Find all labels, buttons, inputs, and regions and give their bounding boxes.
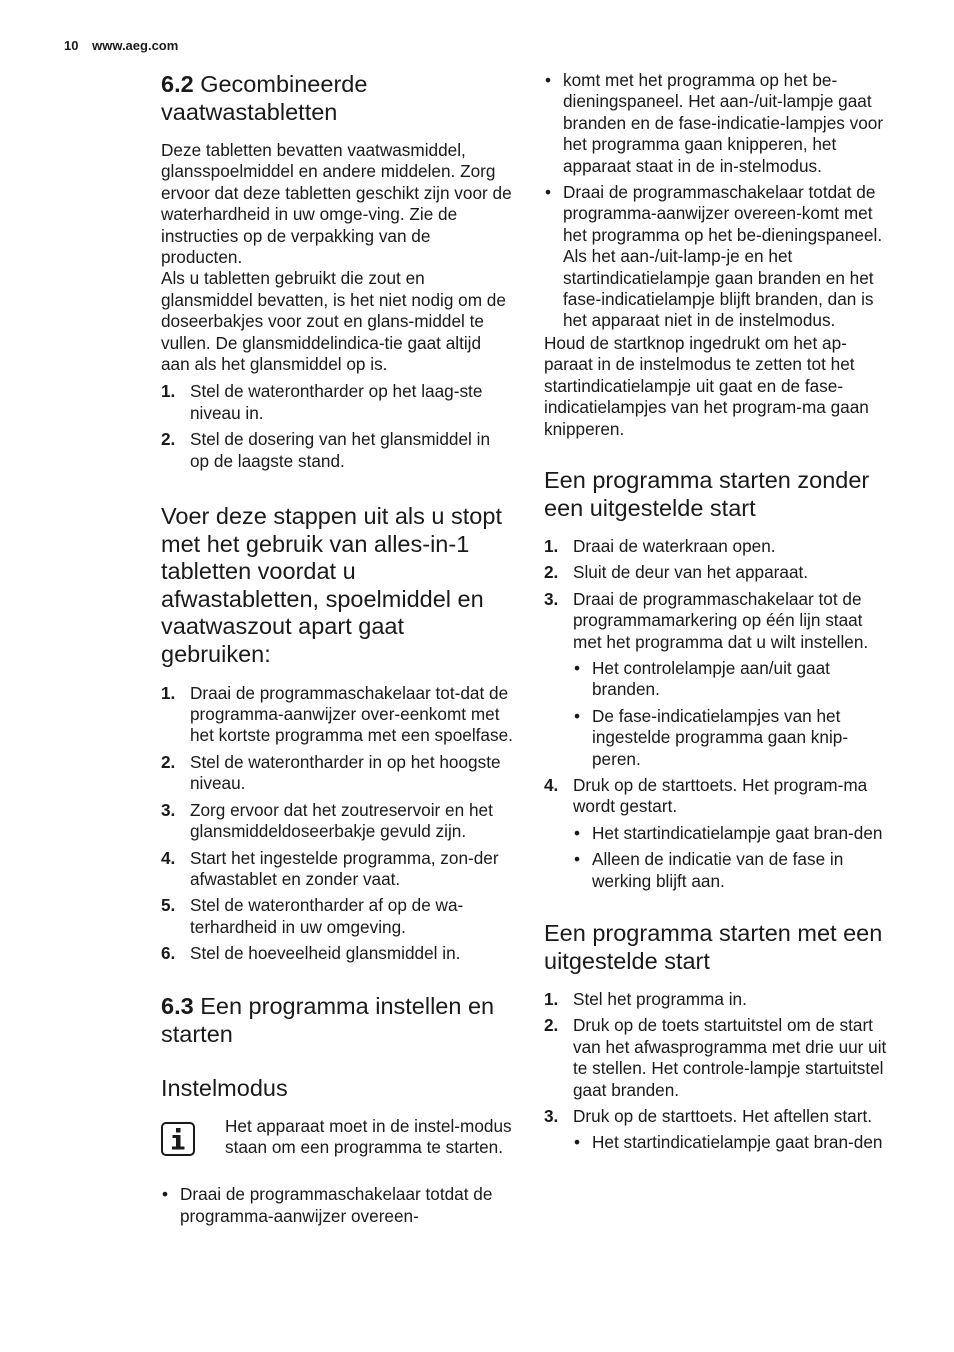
list-item: • Alleen de indicatie van de fase in werking blijft aan. xyxy=(573,849,894,892)
step-number: 2. xyxy=(161,751,176,772)
step-text: Stel de waterontharder op het laag-ste niveau in. xyxy=(190,381,483,423)
subsection-heading: Een programma starten met een uitgestelde start xyxy=(544,920,883,974)
subsection-heading: Instelmodus xyxy=(161,1074,288,1101)
list-item xyxy=(161,895,513,938)
sub-bullet-list xyxy=(573,1132,894,1153)
list-item xyxy=(544,775,894,892)
step-number: 1. xyxy=(544,989,559,1009)
list-item xyxy=(544,1106,894,1154)
section-number: 6.3 xyxy=(161,992,194,1019)
step-number: 2. xyxy=(161,429,176,450)
step-text: Stel het programma in. xyxy=(573,989,747,1009)
list-item-continuation xyxy=(544,70,894,177)
steps-list xyxy=(544,989,894,1154)
site-url[interactable]: www.aeg.com xyxy=(92,38,179,53)
step-text: Stel de waterontharder af op de wa-terhardheid in uw omgeving. xyxy=(190,895,464,937)
step-number: 4. xyxy=(544,774,559,795)
step-text: Stel de dosering van het glansmiddel in op de laagste stand. xyxy=(190,429,491,471)
page-header xyxy=(64,38,178,53)
paragraph: Als u tabletten gebruikt die zout en glansmiddel bevatten, is het niet nodig om de doseerbakjes voor zout en glans-middel te vullen. De glansmiddelindica-tie gaat altijd aan als het glansmiddel op is. xyxy=(161,268,506,375)
page-number: 10 xyxy=(64,38,79,53)
step-text: Draai de programmaschakelaar tot de programmamarkering op één lijn staat met het programma dat u wilt instellen. xyxy=(573,588,869,652)
step-number: 3. xyxy=(161,799,176,820)
step-number: 3. xyxy=(544,588,559,609)
right-column xyxy=(544,70,894,1159)
list-item: • Draai de programmaschakelaar totdat de programma-aanwijzer overeen-komt met het programma op het be-dieningspaneel. Als het aan-/uit-lamp-je en het startindicatielampje gaan branden en het fase-indicatielampje blijft branden, dan is het apparaat niet in de instelmodus. xyxy=(544,182,894,332)
paragraph: Deze tabletten bevatten vaatwasmiddel, glansspoelmiddel en andere middelen. Zorg ervoor dat deze tabletten geschikt zijn voor de waterhardheid in uw omge-ving. Zie de instructies op de verpakking van de producten. xyxy=(161,140,512,268)
list-item xyxy=(161,683,513,747)
left-column xyxy=(161,70,513,1232)
step-text: Draai de programmaschakelaar tot-dat de programma-aanwijzer over-eenkomt met het kortste programma met een spoelfase. xyxy=(190,682,513,746)
step-number: 2. xyxy=(544,562,559,583)
step-number: 1. xyxy=(161,682,176,703)
section-title: Een programma instellen en starten xyxy=(161,992,495,1047)
step-number: 6. xyxy=(161,943,176,964)
list-item xyxy=(161,381,513,424)
step-number: 2. xyxy=(544,1015,559,1036)
list-item xyxy=(544,562,894,583)
section-title: Gecombineerde vaatwastabletten xyxy=(161,71,368,125)
step-number: 3. xyxy=(544,1106,559,1127)
step-text: Stel de waterontharder in op het hoogste niveau. xyxy=(190,751,501,794)
step-number: 4. xyxy=(161,847,176,868)
bullet-list xyxy=(544,70,894,332)
step-text: Start het ingestelde programma, zon-der afwastablet en zonder vaat. xyxy=(190,847,499,889)
section-number: 6.2 xyxy=(161,71,194,97)
list-item xyxy=(161,848,513,891)
steps-list xyxy=(161,381,513,472)
info-note xyxy=(161,1116,513,1159)
list-item xyxy=(161,752,513,795)
list-item xyxy=(161,943,513,964)
list-item: • De fase-indicatielampjes van het ingestelde programma gaan knip-peren. xyxy=(573,706,894,770)
sub-bullet-list xyxy=(573,823,894,892)
note-text: Het apparaat moet in de instel-modus staan om een programma te starten. xyxy=(225,1115,512,1157)
continued-text: komt met het programma op het be-dieningspaneel. Het aan-/uit-lampje gaat branden en de fase-indicatie-lampjes voor het programma gaan knipperen, het apparaat staat in de in-stelmodus. xyxy=(563,70,884,176)
step-number: 1. xyxy=(161,381,176,402)
section-6-3-heading xyxy=(161,992,513,1048)
list-item: • Het controlelampje aan/uit gaat branden. xyxy=(573,658,894,701)
list-item: • Draai de programmaschakelaar totdat de programma-aanwijzer overeen- xyxy=(161,1184,513,1227)
step-text: Druk op de starttoets. Het program-ma wordt gestart. xyxy=(573,774,868,817)
stop-alles-in-1-heading: Voer deze stappen uit als u stopt met het gebruik van alles-in-1 tabletten voordat u afwastabletten, spoelmiddel en vaatwaszout apart gaat gebruiken: xyxy=(161,503,502,668)
list-item xyxy=(161,800,513,843)
steps-list xyxy=(544,536,894,892)
bullet-list xyxy=(161,1184,513,1227)
subsection-heading: Een programma starten zonder een uitgestelde start xyxy=(544,466,870,521)
list-item: • Het startindicatielampje gaat bran-den xyxy=(573,823,894,844)
step-number: 5. xyxy=(161,895,176,916)
step-text: Zorg ervoor dat het zoutreservoir en het glansmiddeldoseerbakje gevuld zijn. xyxy=(190,799,493,842)
list-item xyxy=(544,1015,894,1101)
list-item xyxy=(544,989,894,1010)
list-item xyxy=(161,429,513,472)
step-text: Druk op de starttoets. Het aftellen start. xyxy=(573,1106,873,1127)
sub-bullet-list xyxy=(573,658,894,770)
step-text: Stel de hoeveelheid glansmiddel in. xyxy=(190,943,461,964)
section-6-2-heading xyxy=(161,70,513,126)
list-item xyxy=(544,536,894,557)
step-text: Sluit de deur van het apparaat. xyxy=(573,562,809,583)
list-item xyxy=(544,589,894,770)
step-number: 1. xyxy=(544,535,559,556)
steps-list xyxy=(161,683,513,965)
info-icon xyxy=(161,1122,195,1156)
list-item: • Het startindicatielampje gaat bran-den xyxy=(573,1132,894,1153)
paragraph: Houd de startknop ingedrukt om het ap-paraat in de instelmodus te zetten tot het startindicatielampje uit gaat en de fase-indicatielampjes van het program-ma gaan knipperen. xyxy=(544,332,869,439)
step-text: Druk op de toets startuitstel om de start van het afwasprogramma met drie uur uit te stellen. Het controle-lampje startuitstel gaat branden. xyxy=(573,1015,887,1100)
step-text: Draai de waterkraan open. xyxy=(573,535,776,556)
